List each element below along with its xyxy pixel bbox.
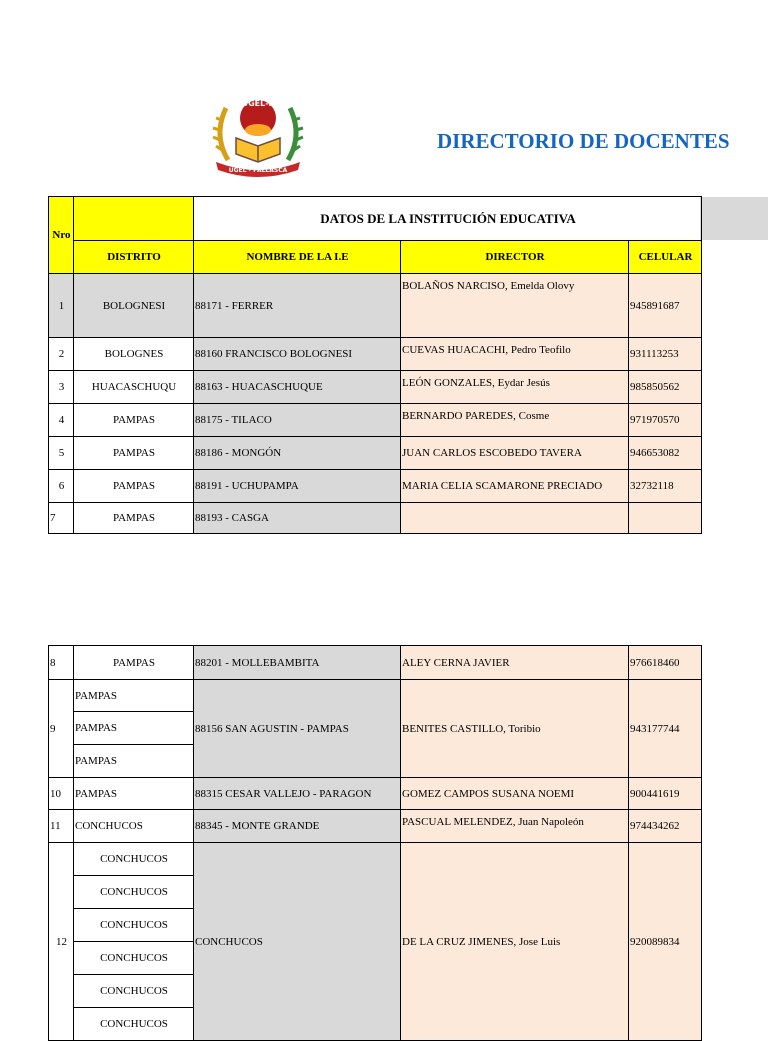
table-row [49, 646, 702, 680]
header-empty-cell [74, 197, 194, 241]
table-row [49, 810, 702, 843]
cell-nro: 2 [49, 338, 74, 371]
cell-ie: 88193 - CASGA [194, 503, 401, 534]
cell-distrito: BOLOGNESI [74, 274, 194, 338]
cell-ie: 88175 - TILACO [194, 404, 401, 437]
header-celular: CELULAR [629, 241, 702, 274]
header-datos: DATOS DE LA INSTITUCIÓN EDUCATIVA [194, 197, 702, 241]
cell-celular: 971970570 [629, 404, 702, 437]
table-row [49, 338, 702, 371]
cell-ie: 88156 SAN AGUSTIN - PAMPAS [194, 680, 401, 778]
cell-director: PASCUAL MELENDEZ, Juan Napoleón [401, 810, 629, 843]
cell-distrito: PAMPAS [74, 437, 194, 470]
cell-ie: 88163 - HUACASCHUQUE [194, 371, 401, 404]
header-overflow-bar [700, 197, 768, 240]
cell-nro: 10 [49, 778, 74, 810]
header-nro: Nro [49, 197, 74, 274]
cell-nro: 7 [49, 503, 74, 534]
cell-nro: 8 [49, 646, 74, 680]
table-row [49, 778, 702, 810]
cell-distrito: CONCHUCOS [74, 909, 194, 942]
cell-distrito: BOLOGNES [74, 338, 194, 371]
cell-celular: 976618460 [629, 646, 702, 680]
cell-director: BOLAÑOS NARCISO, Emelda Olovy [401, 274, 629, 338]
table-row [49, 680, 702, 712]
cell-distrito: PAMPAS [74, 712, 194, 745]
cell-distrito: CONCHUCOS [74, 843, 194, 876]
cell-nro: 4 [49, 404, 74, 437]
cell-distrito: CONCHUCOS [74, 942, 194, 975]
table-row [49, 404, 702, 437]
cell-celular: 900441619 [629, 778, 702, 810]
cell-director: MARIA CELIA SCAMARONE PRECIADO [401, 470, 629, 503]
cell-ie: 88160 FRANCISCO BOLOGNESI [194, 338, 401, 371]
cell-director: JUAN CARLOS ESCOBEDO TAVERA [401, 437, 629, 470]
cell-celular: 943177744 [629, 680, 702, 778]
cell-ie: 88186 - MONGÓN [194, 437, 401, 470]
cell-nro: 5 [49, 437, 74, 470]
svg-text:UGEL-P: UGEL-P [241, 99, 275, 108]
cell-director: BERNARDO PAREDES, Cosme [401, 404, 629, 437]
cell-nro: 1 [49, 274, 74, 338]
cell-director: LEÓN GONZALES, Eydar Jesús [401, 371, 629, 404]
cell-distrito: PAMPAS [74, 470, 194, 503]
cell-celular: 931113253 [629, 338, 702, 371]
cell-celular [629, 503, 702, 534]
cell-celular: 945891687 [629, 274, 702, 338]
cell-nro: 6 [49, 470, 74, 503]
header-director: DIRECTOR [401, 241, 629, 274]
cell-celular: 985850562 [629, 371, 702, 404]
cell-celular: 920089834 [629, 843, 702, 1041]
cell-distrito: PAMPAS [74, 404, 194, 437]
cell-distrito: PAMPAS [74, 680, 194, 712]
cell-ie: 88171 - FERRER [194, 274, 401, 338]
cell-director: DE LA CRUZ JIMENES, Jose Luis [401, 843, 629, 1041]
cell-celular: 946653082 [629, 437, 702, 470]
table-directorio-2 [48, 645, 702, 1041]
page-title: DIRECTORIO DE DOCENTES [437, 129, 730, 153]
cell-director: BENITES CASTILLO, Toribio [401, 680, 629, 778]
cell-distrito: CONCHUCOS [74, 810, 194, 843]
cell-distrito: CONCHUCOS [74, 975, 194, 1008]
cell-distrito: CONCHUCOS [74, 876, 194, 909]
cell-nro: 9 [49, 680, 74, 778]
header-distrito: DISTRITO [74, 241, 194, 274]
cell-director: GOMEZ CAMPOS SUSANA NOEMI [401, 778, 629, 810]
header-nombre-ie: NOMBRE DE LA I.E [194, 241, 401, 274]
cell-celular: 974434262 [629, 810, 702, 843]
cell-distrito: CONCHUCOS [74, 1008, 194, 1041]
cell-director [401, 503, 629, 534]
ugel-pallasca-logo [208, 90, 308, 176]
cell-ie: 88315 CESAR VALLEJO - PARAGON [194, 778, 401, 810]
table-row [49, 470, 702, 503]
table-row [49, 843, 702, 876]
table-row [49, 437, 702, 470]
cell-distrito: PAMPAS [74, 646, 194, 680]
cell-nro: 12 [49, 843, 74, 1041]
cell-ie: 88345 - MONTE GRANDE [194, 810, 401, 843]
cell-nro: 3 [49, 371, 74, 404]
cell-director: CUEVAS HUACACHI, Pedro Teofilo [401, 338, 629, 371]
cell-distrito: PAMPAS [74, 503, 194, 534]
table-row [49, 274, 702, 338]
cell-nro: 11 [49, 810, 74, 843]
cell-distrito: PAMPAS [74, 745, 194, 778]
cell-ie: CONCHUCOS [194, 843, 401, 1041]
cell-distrito: PAMPAS [74, 778, 194, 810]
cell-ie: 88201 - MOLLEBAMBITA [194, 646, 401, 680]
table-directorio-1 [48, 196, 702, 534]
cell-director: ALEY CERNA JAVIER [401, 646, 629, 680]
cell-distrito: HUACASCHUQU [74, 371, 194, 404]
table-row [49, 503, 702, 534]
cell-ie: 88191 - UCHUPAMPA [194, 470, 401, 503]
table-row [49, 371, 702, 404]
cell-celular: 32732118 [629, 470, 702, 503]
svg-text:UGEL - PALLASCA: UGEL - PALLASCA [228, 167, 288, 174]
